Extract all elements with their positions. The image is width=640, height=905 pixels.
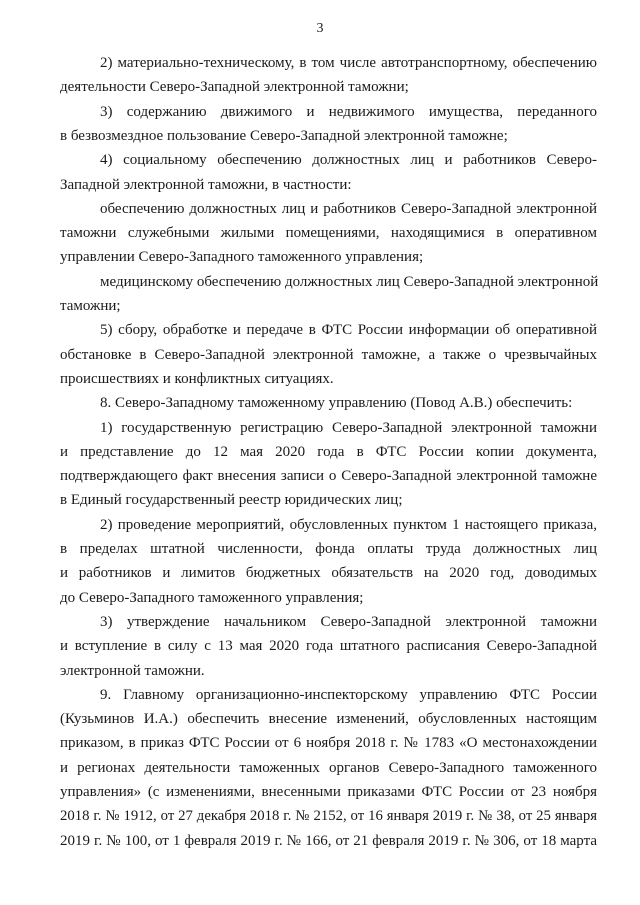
text-line: медицинскому обеспечению должностных лиц Северо-Западной электронной — [100, 273, 599, 290]
text-line: и вступление в силу с 13 мая 2020 года штатного расписания Северо-Западной — [60, 638, 597, 655]
text-line: обеспечению должностных лиц и работников Северо-Западной электронной — [100, 200, 597, 217]
text-line: приказом, в приказ ФТС России от 6 ноября 2018 г. № 1783 «О местонахождении — [60, 735, 597, 752]
text-line: таможни; — [60, 298, 121, 314]
text-line: и работников и лимитов бюджетных обязательств на 2020 год, доводимых — [60, 565, 597, 582]
text-line: управления» (с изменениями, внесенными приказами ФТС России от 23 ноября — [60, 784, 597, 800]
text-line: и регионах деятельности таможенных органов Северо-Западного таможенного — [60, 759, 597, 776]
text-line: 8. Северо-Западному таможенному управлению (Повод А.В.) обеспечить: — [100, 395, 573, 412]
text-line: Западной электронной таможни, в частности: — [60, 176, 352, 193]
text-line: в Единый государственный реестр юридических лиц; — [60, 492, 403, 509]
text-line: в безвозмездное пользование Северо-Западной электронной таможне; — [60, 127, 508, 144]
page-number: 3 — [316, 21, 324, 36]
text-line: деятельности Северо-Западной электронной таможни; — [60, 79, 409, 96]
text-line: 9. Главному организационно-инспекторскому управлению ФТС России — [100, 686, 597, 703]
text-line: 5) сбору, обработке и передаче в ФТС России информации об оперативной — [100, 322, 597, 339]
text-line: происшествиях и конфликтных ситуациях. — [60, 370, 334, 387]
text-line: 3) содержанию движимого и недвижимого имущества, переданного — [100, 103, 597, 120]
text-line: 3) утверждение начальником Северо-Западной электронной таможни — [100, 613, 597, 630]
text-line: 2) проведение мероприятий, обусловленных пунктом 1 настоящего приказа, — [100, 516, 597, 533]
text-line: таможни служебными жилыми помещениями, находящимися в оперативном — [60, 225, 597, 242]
text-line: подтверждающего факт внесения записи о Северо-Западной электронной таможне — [60, 468, 597, 485]
text-line: управлении Северо-Западного таможенного управления; — [60, 249, 424, 266]
text-line: в пределах штатной численности, фонда оплаты труда должностных лиц — [60, 541, 597, 557]
text-line: 1) государственную регистрацию Северо-Западной электронной таможни — [100, 419, 597, 436]
text-line: (Кузьминов И.А.) обеспечить внесение изменений, обусловленных настоящим — [60, 711, 597, 728]
text-line: 2019 г. № 100, от 1 февраля 2019 г. № 166, от 21 февраля 2019 г. № 306, от 18 марта — [60, 832, 597, 849]
text-line: электронной таможни. — [60, 662, 205, 679]
text-line: обстановке в Северо-Западной электронной таможне, а также о чрезвычайных — [60, 346, 597, 363]
text-line: 4) социальному обеспечению должностных лиц и работников Северо- — [100, 152, 597, 169]
text-line: до Северо-Западного таможенного управления; — [60, 589, 364, 606]
text-line: 2) материально-техническому, в том числе автотранспортному, обеспечению — [100, 55, 597, 71]
text-line: 2018 г. № 1912, от 27 декабря 2018 г. № 2152, от 16 января 2019 г. № 38, от 25 января — [60, 808, 597, 825]
text-line: и представление до 12 мая 2020 года в ФТС России копии документа, — [60, 443, 597, 460]
